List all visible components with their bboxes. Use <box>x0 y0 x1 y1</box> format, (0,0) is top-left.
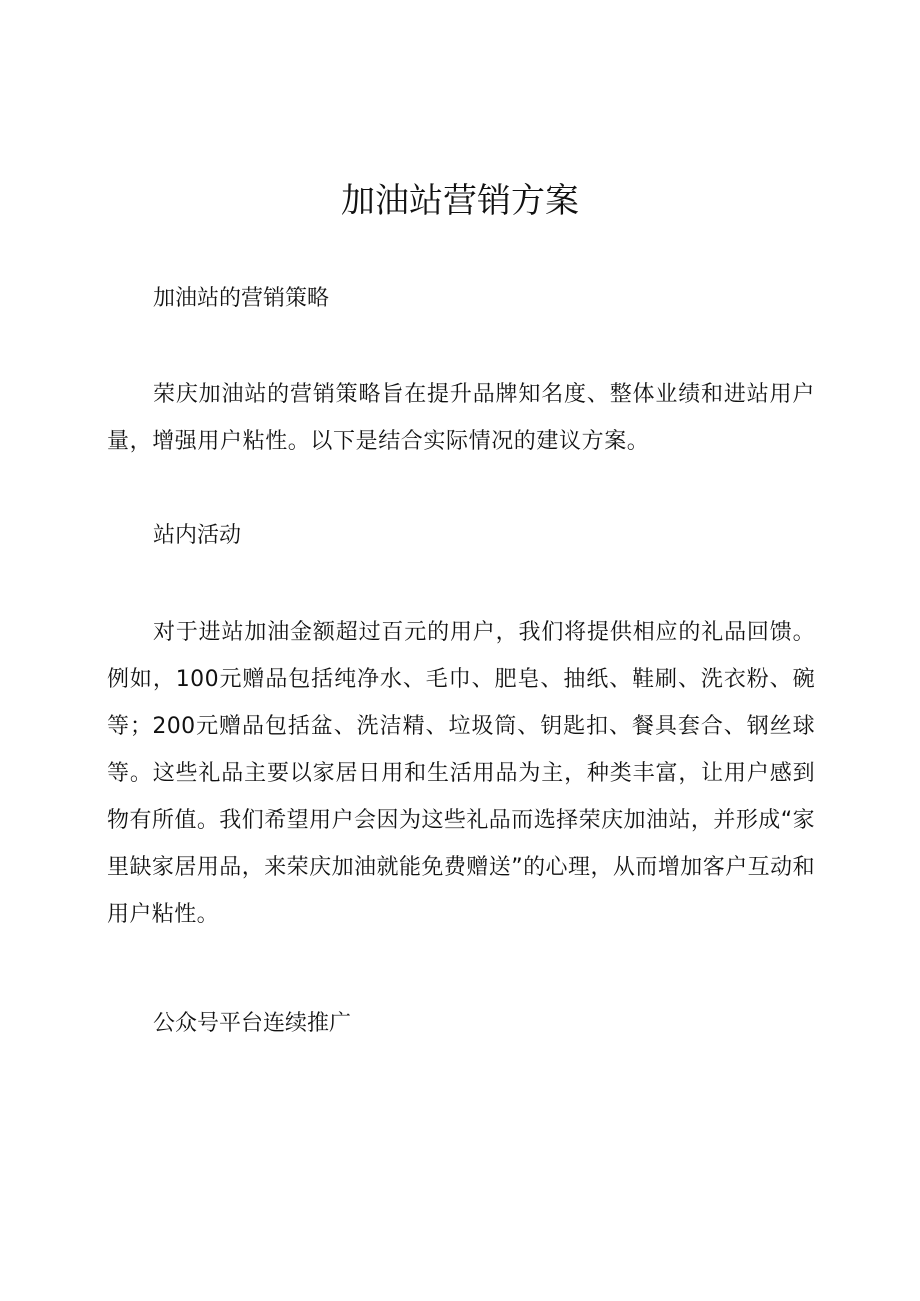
section-paragraph-gift-program: 对于进站加油金额超过百元的用户，我们将提供相应的礼品回馈。例如，100元赠品包括纯净水、毛巾、肥皂、抽纸、鞋刷、洗衣粉、碗等；200元赠品包括盆、洗洁精、垃圾筒、钥匙扣、餐具套合、钢丝球等。这些礼品主要以家居日用和生活用品为主，种类丰富，让用户感到物有所值。我们希望用户会因为这些礼品而选择荣庆加油站，并形成“家里缺家居用品，来荣庆加油就能免费赠送”的心理，从而增加客户互动和用户粘性。 <box>107 620 815 927</box>
section-paragraph-strategy-intro: 荣庆加油站的营销策略旨在提升品牌知名度、整体业绩和进站用户量，增强用户粘性。以下是结合实际情况的建议方案。 <box>107 382 815 454</box>
section-heading-official-account-promotion: 公众号平台连续推广 <box>153 1011 352 1036</box>
document-title: 加油站营销方案 <box>341 181 579 221</box>
section-heading-marketing-strategy: 加油站的营销策略 <box>153 286 330 311</box>
section-heading-in-station-activities: 站内活动 <box>153 523 242 548</box>
